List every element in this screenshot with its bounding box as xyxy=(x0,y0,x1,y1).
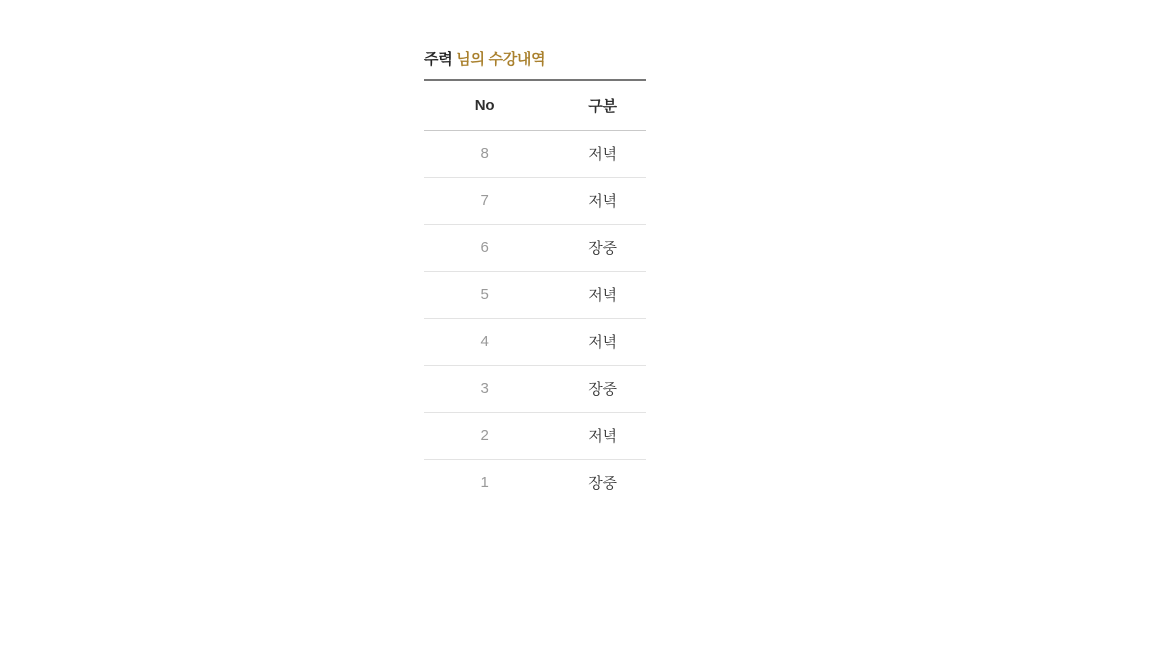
row-no: 2 xyxy=(424,412,545,459)
column-header-category: 구분 xyxy=(545,80,646,130)
row-category: 장중 xyxy=(588,475,617,493)
table-row xyxy=(424,412,646,459)
row-no: 1 xyxy=(480,474,489,492)
row-no: 4 xyxy=(424,318,545,365)
table-row xyxy=(424,177,646,224)
panel-title xyxy=(424,52,646,68)
table-row xyxy=(424,365,646,412)
row-category: 저녁 xyxy=(545,318,646,365)
row-no: 5 xyxy=(424,271,545,318)
table-body xyxy=(424,130,646,506)
row-category: 저녁 xyxy=(545,177,646,224)
row-category: 저녁 xyxy=(545,271,646,318)
table-row xyxy=(424,271,646,318)
column-header-no: No xyxy=(424,80,545,130)
row-no: 7 xyxy=(424,177,545,224)
enrollment-table xyxy=(424,79,646,506)
row-category: 장중 xyxy=(545,365,646,412)
panel-title-suffix: 님의 수강내역 xyxy=(452,51,546,68)
table-row xyxy=(424,130,646,177)
table-row xyxy=(424,459,646,506)
row-category: 장중 xyxy=(545,224,646,271)
table-row xyxy=(424,224,646,271)
row-category: 저녁 xyxy=(545,412,646,459)
header-row xyxy=(424,80,646,130)
row-no: 3 xyxy=(424,365,545,412)
row-no: 8 xyxy=(424,130,545,177)
row-no: 6 xyxy=(424,224,545,271)
user-name: 주력 xyxy=(424,51,453,68)
row-category: 저녁 xyxy=(545,130,646,177)
enrollment-history-panel xyxy=(424,52,646,506)
table-row xyxy=(424,318,646,365)
table-header xyxy=(424,80,646,130)
